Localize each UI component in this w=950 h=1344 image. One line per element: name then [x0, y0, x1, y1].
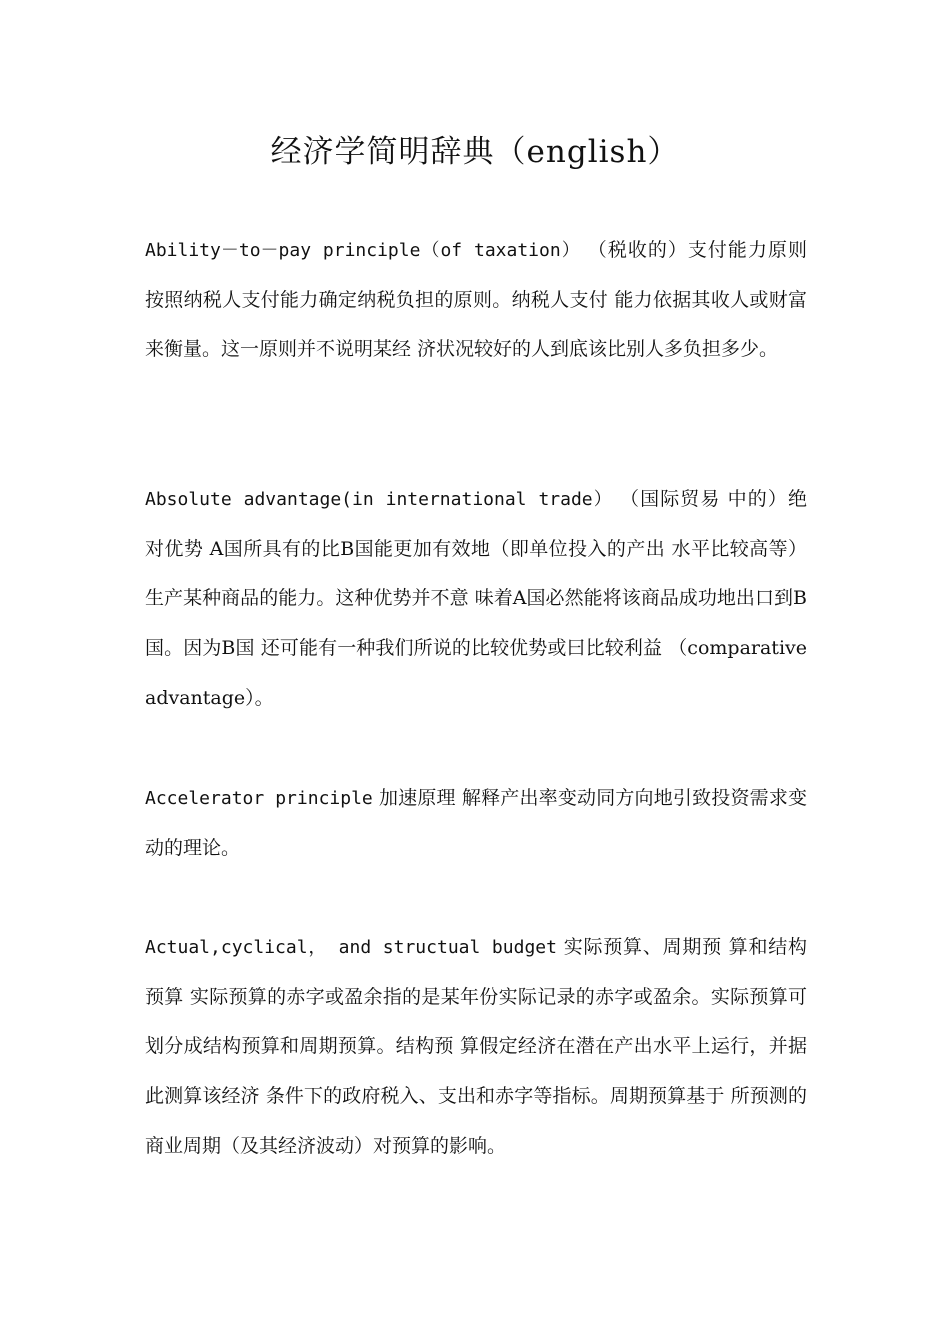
- dictionary-entry-actual-cyclical-structural-budget: [145, 923, 807, 1172]
- dictionary-entry-accelerator-principle: [145, 774, 807, 873]
- dictionary-entry-absolute-advantage: [145, 475, 807, 724]
- entry-definition: （税收的）支付能力原则 按照纳税人支付能力确定纳税负担的原则。纳税人支付 能力依据其收人或财富来衡量。这一原则并不说明某经 济状况较好的人到底该比别人多负担多少。: [145, 239, 807, 361]
- dictionary-entry-ability-to-pay: [145, 226, 807, 375]
- entry-definition: （国际贸易 中的）绝对优势 A国所具有的比B国能更加有效地（即单位投入的产出 水平比较高等）生产某种商品的能力。这种优势并不意 味着A国必然能将该商品成功地出口到B国。因为B国 还可能有一种我们所说的比较优势或曰比较利益 （comparative advantage）。: [145, 488, 807, 709]
- entry-definition: 加速原理 解释产出率变动同方向地引致投资需求变动的理论。: [145, 787, 807, 859]
- entry-term: Absolute advantage(in international trade）: [145, 489, 613, 510]
- document-title: 经济学简明辞典（english）: [270, 134, 680, 170]
- entry-term: Accelerator principle: [145, 788, 373, 809]
- entry-term: Actual,cyclical， and structual budget: [145, 937, 557, 958]
- entry-term: Ability－to－pay principle（of taxation）: [145, 240, 581, 261]
- entry-definition: 实际预算、周期预 算和结构预算 实际预算的赤字或盈余指的是某年份实际记录的赤字或盈余。实际预算可划分成结构预算和周期预算。结构预 算假定经济在潜在产出水平上运行，并据此测算该经济 条件下的政府税入、支出和赤字等指标。周期预算基于 所预测的商业周期（及其经济波动）对预算的影响。: [145, 936, 807, 1157]
